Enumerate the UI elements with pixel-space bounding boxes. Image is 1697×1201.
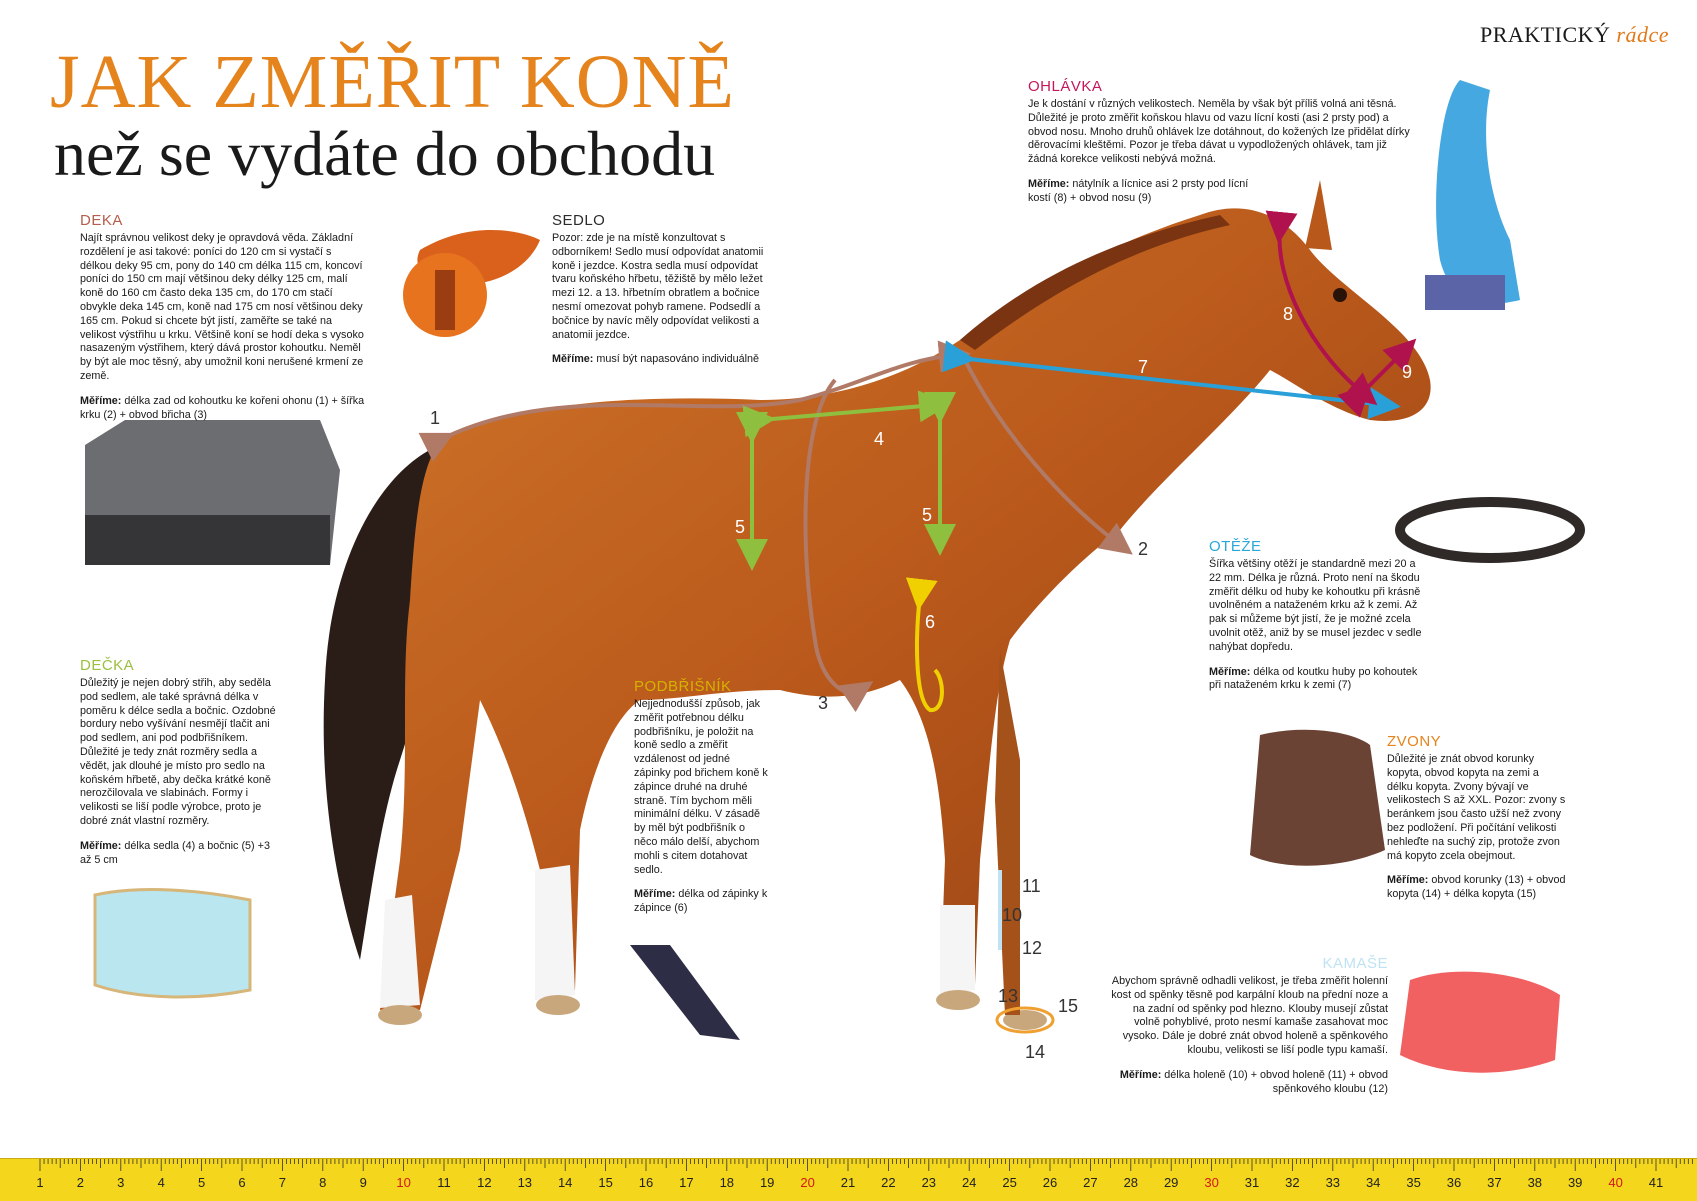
diagram-number: 5 — [735, 517, 746, 537]
ruler-number: 31 — [1244, 1175, 1260, 1190]
section-body: Důležitý je nejen dobrý střih, aby seděla pod sedlem, ale také správná délka v poměru k délce sedla a bočnic. Ozdobné bordury nebo vyšívání nesmějí tlačit ani pod sedlem, ani pod podbřišníkem. Důležité je tedy znát rozměry sedla a vědět, jak dlouhé je místo pro sedlo na koňském hřbetě, aby dečka krátké koně nerozčilovala ve slabinách. Formy i velikosti se liší podle výrobce, proto je dobré znát vlastní rozměry. — [80, 677, 276, 827]
ruler-number: 18 — [719, 1175, 735, 1190]
tag-italic: rádce — [1616, 22, 1669, 47]
ruler-number: 2 — [76, 1175, 85, 1190]
ruler-number: 28 — [1123, 1175, 1139, 1190]
horse-eye — [1333, 288, 1347, 302]
section-title: ZVONY — [1387, 733, 1442, 750]
page-subtitle: než se vydáte do obchodu — [54, 118, 716, 189]
bell-boots-image — [1250, 730, 1385, 866]
ruler-number: 33 — [1325, 1175, 1341, 1190]
section-measure: Měříme: délka sedla (4) a bočnic (5) +3 až 5 cm — [80, 839, 270, 866]
ruler-number: 19 — [759, 1175, 775, 1190]
ruler-number: 40 — [1608, 1175, 1623, 1190]
ruler-number: 22 — [881, 1175, 896, 1190]
diagram-number: 7 — [1138, 357, 1149, 377]
ruler-number: 20 — [800, 1175, 815, 1190]
section-decka — [80, 657, 280, 878]
ruler-number: 30 — [1204, 1175, 1219, 1190]
measuring-tape — [0, 1158, 1697, 1201]
blanket-image — [85, 420, 340, 565]
horse-leg — [995, 650, 1023, 1015]
leg-boots-image — [1400, 972, 1560, 1073]
section-measure: Měříme: obvod korunky (13) + obvod kopyta (14) + délka kopyta (15) — [1387, 874, 1566, 901]
diagram-number: 13 — [998, 986, 1019, 1006]
horse-sock — [535, 865, 575, 1000]
ruler-number: 16 — [638, 1175, 654, 1190]
ruler-number: 7 — [278, 1175, 287, 1190]
ruler-number: 29 — [1163, 1175, 1179, 1190]
diagram-number: 1 — [430, 408, 441, 428]
ruler-number: 35 — [1406, 1175, 1421, 1190]
section-title: PODBŘIŠNÍK — [634, 678, 732, 695]
ruler-number: 5 — [197, 1175, 206, 1190]
saddle-pad-image — [95, 890, 250, 997]
ruler-number: 41 — [1648, 1175, 1664, 1190]
section-measure: Měříme: délka od zápinky k zápince (6) — [634, 888, 768, 915]
horse-sock — [940, 905, 975, 995]
horse-hoof — [936, 990, 980, 1010]
section-kamase — [1110, 955, 1388, 1107]
section-title: KAMAŠE — [1322, 955, 1388, 972]
section-body: Důležité je znát obvod korunky kopyta, obvod kopyta na zemi a délku kopyta. Zvony bývají ve velikostech S až XXL. Pozor: zvony s beránkem jsou často užší než zvony bez podložení. Při počítání velikosti nehleďte na suchý zip, protože zvon má kopyto zcela obejmout. — [1387, 753, 1566, 862]
section-oteze — [1209, 538, 1429, 704]
ruler-number: 37 — [1487, 1175, 1502, 1190]
section-podbrisnik — [634, 678, 769, 927]
diagram-number: 12 — [1022, 938, 1043, 958]
ruler-number: 38 — [1527, 1175, 1543, 1190]
ruler-number: 13 — [517, 1175, 533, 1190]
section-title: SEDLO — [552, 212, 606, 229]
section-measure: Měříme: nátylník a lícnice asi 2 prsty pod lícní kostí (8) + obvod nosu (9) — [1028, 177, 1249, 204]
ruler-number: 12 — [477, 1175, 492, 1190]
ruler-number: 24 — [961, 1175, 977, 1190]
ruler-number: 36 — [1446, 1175, 1462, 1190]
section-sedlo — [552, 212, 774, 378]
ruler-number: 21 — [840, 1175, 856, 1190]
section-title: DEČKA — [80, 657, 135, 674]
ruler-number: 4 — [157, 1175, 165, 1190]
ruler-number: 3 — [117, 1175, 125, 1190]
diagram-number: 14 — [1025, 1042, 1046, 1062]
section-measure: Měříme: délka holeně (10) + obvod holeně (11) + obvod spěnkového kloubu (12) — [1119, 1068, 1388, 1095]
diagram-number: 3 — [818, 693, 829, 713]
section-ohlavka — [1028, 78, 1418, 217]
ruler-number: 34 — [1365, 1175, 1381, 1190]
girth-image — [630, 945, 740, 1040]
section-body: Nejjednodušší způsob, jak změřit potřebnou délku podbřišníku, je položit na koně sedlo a změřit vzdálenost od jedné zápinky pod břichem koně k zápince druhé na druhé straně. Tím bychom měli minimální délku. V zásadě by měl být podbřišník o něco málo delší, abychom mohli s citem dotahovat sedlo. — [634, 698, 768, 876]
ruler-number: 6 — [238, 1175, 246, 1190]
saddle-image — [403, 230, 540, 337]
ruler-number: 32 — [1285, 1175, 1300, 1190]
section-zvony — [1387, 733, 1567, 913]
diagram-number: 2 — [1138, 539, 1149, 559]
section-measure: Měříme: délka od koutku huby po kohoutek při nataženém krku k zemi (7) — [1209, 665, 1418, 692]
section-body: Najít správnou velikost deky je opravdová věda. Základní rozdělení je asi takové: poníci do 120 cm si vystačí s délkou deky 95 cm, pony do 140 cm délka 115 cm, koncoví poníci do 150 cm mají většinou deky délky 125 cm, malí koně do 160 cm často deka 135 cm, do 170 cm stačí obvykle deka 145 cm, koně nad 175 cm nosí většinou deky 165 cm. Pokud si chcete být jistí, zaměřte se také na velikost výstřihu u krku. Většině koní se hodí deka s vysoko nasazeným výstřihem, který dává prostor kohoutku. Neměl by být ale moc těsný, aby umožnil koni nerušené krmení ze země. — [80, 232, 364, 382]
section-body: Pozor: zde je na místě konzultovat s odborníkem! Sedlo musí odpovídat anatomii koně i jezdce. Kostra sedla musí odpovídat tvaru koňského hřbetu, těžiště by mělo ležet mezi 12. a 13. hřbetním obratlem a bočnice nesmí omezovat pohyb ramene. Podsedlí a bočnice by navíc měly odpovídat velikosti a anatomii jezdce. — [552, 232, 764, 341]
horse-hoof — [378, 1005, 422, 1025]
diagram-number: 6 — [925, 612, 936, 632]
ruler-number: 15 — [598, 1175, 613, 1190]
tag-main: PRAKTICKÝ — [1480, 22, 1611, 47]
ruler-number: 27 — [1083, 1175, 1098, 1190]
measuring-tape-scale — [0, 1159, 1697, 1201]
diagram-number: 4 — [874, 429, 885, 449]
section-body: Abychom správně odhadli velikost, je třeba změřit holenní kost od spěnky těsně pod karpální kloub na přední noze a na zadní od spěnky pod hlezno. Klouby musejí zůstat volně pohyblivé, proto nesmí kamaše zasahovat moc vysoko. Dále je dobré znát obvod holeně a spěnkového kloubu, velikosti se liší podle typu kamaší. — [1111, 975, 1388, 1056]
ruler-number: 26 — [1042, 1175, 1058, 1190]
section-body: Šířka většiny otěží je standardně mezi 20 a 22 mm. Délka je různá. Proto není na škodu změřit délku od huby ke kohoutku při krásně uvolněném a nataženém krku až k zemi. Až pak si můžeme být jistí, že je možné zcela uvolnit otěž, aniž by se musel jezdec v sedle nahýbat dopředu. — [1209, 558, 1422, 653]
horse-hoof — [536, 995, 580, 1015]
diagram-number: 10 — [1002, 905, 1023, 925]
halter-image — [1425, 80, 1520, 310]
section-title: OTĚŽE — [1209, 538, 1262, 555]
section-title: OHLÁVKA — [1028, 78, 1103, 95]
section-measure: Měříme: musí být napasováno individuálně — [552, 353, 760, 366]
ruler-number: 25 — [1002, 1175, 1017, 1190]
diagram-number: 11 — [1022, 876, 1041, 896]
ruler-number: 11 — [437, 1175, 451, 1190]
page-title: JAK ZMĚŘIT KONĚ — [50, 40, 735, 124]
diagram-number: 5 — [922, 505, 933, 525]
ruler-number: 8 — [319, 1175, 327, 1190]
diagram-number: 9 — [1402, 362, 1413, 382]
ruler-number: 14 — [557, 1175, 573, 1190]
diagram-number: 8 — [1283, 304, 1294, 324]
ruler-number: 23 — [921, 1175, 937, 1190]
section-measure: Měříme: délka zad od kohoutku ke kořeni ohonu (1) + šířka krku (2) + obvod břicha (3) — [80, 394, 365, 421]
ruler-number: 9 — [359, 1175, 367, 1190]
ruler-number: 39 — [1567, 1175, 1583, 1190]
ruler-number: 1 — [36, 1175, 44, 1190]
section-body: Je k dostání v různých velikostech. Neměla by však být příliš volná ani těsná. Důležité je proto změřit koňskou hlavu od vazu lícní kosti (asi 2 prsty pod) a obvod nosu. Mnoho druhů ohlávek lze dotáhnout, do kožených lze přidělat dírky děrovacími kleštěmi. Pozor je třeba dávat u vypodložených ohlávek, tam již žádná korekce velikosti nebývá možná. — [1028, 98, 1410, 166]
section-deka — [80, 212, 365, 433]
ruler-number: 17 — [679, 1175, 694, 1190]
diagram-number: 15 — [1058, 996, 1079, 1016]
section-title: DEKA — [80, 212, 123, 229]
ruler-number: 10 — [396, 1175, 411, 1190]
